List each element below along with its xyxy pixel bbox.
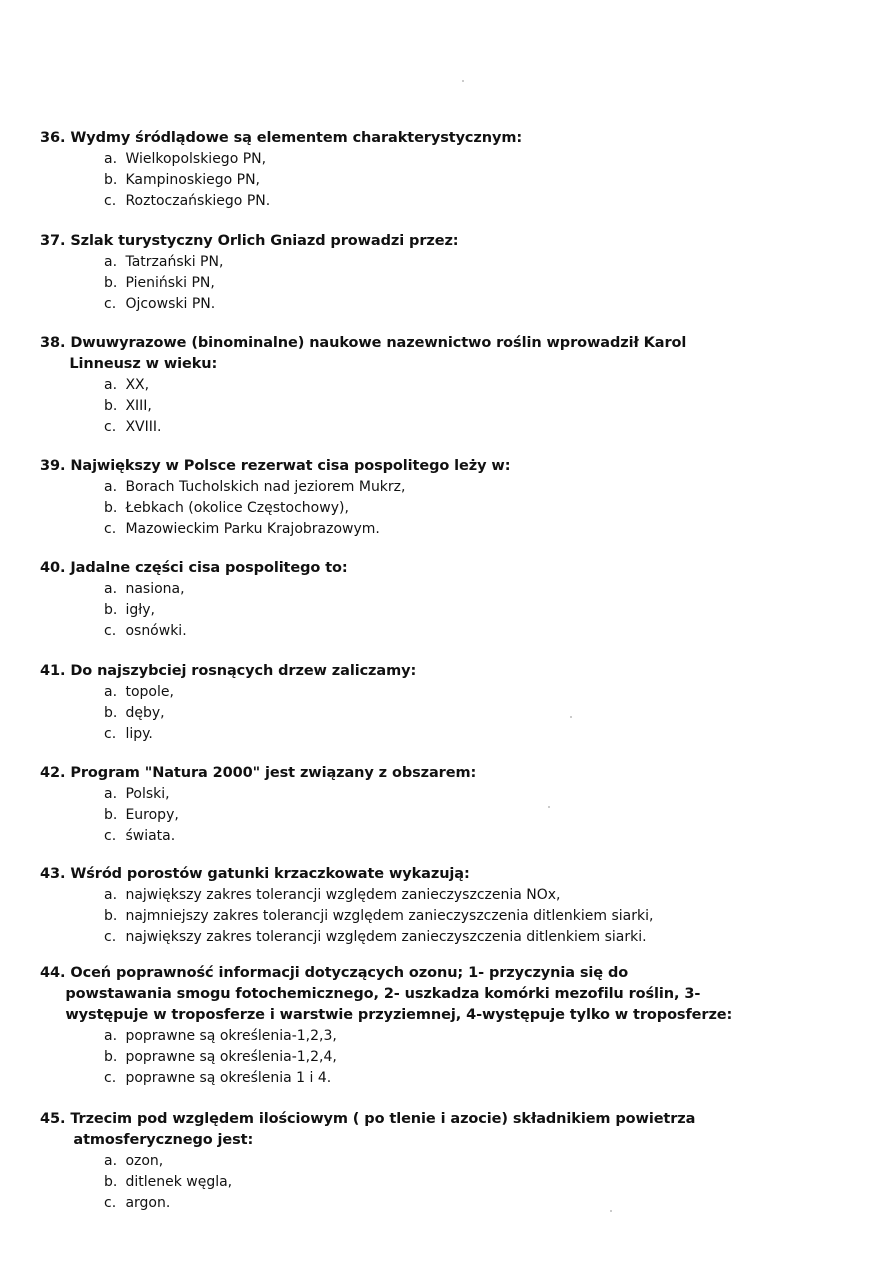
question-37 bbox=[40, 231, 860, 314]
answer-b bbox=[104, 170, 860, 191]
answer-c bbox=[104, 826, 860, 847]
answer-text: Europy, bbox=[125, 806, 179, 823]
answer-list bbox=[40, 1151, 860, 1213]
answer-a bbox=[104, 149, 860, 170]
answer-text: Mazowieckim Parku Krajobrazowym. bbox=[125, 520, 380, 537]
question-text: Jadalne części cisa pospolitego to: bbox=[70, 560, 348, 576]
answer-letter: c. bbox=[104, 1069, 117, 1086]
answer-text: Borach Tucholskich nad jeziorem Mukrz, bbox=[125, 479, 406, 495]
question-36 bbox=[40, 128, 860, 211]
question-header bbox=[40, 1109, 860, 1151]
question-text: Największy w Polsce rezerwat cisa pospolitego leży w: bbox=[70, 458, 511, 474]
answer-c bbox=[104, 1193, 860, 1214]
scan-speck bbox=[610, 1210, 612, 1212]
answer-letter: b. bbox=[104, 704, 118, 721]
answer-letter: a. bbox=[104, 479, 118, 495]
answer-letter: c. bbox=[104, 520, 117, 537]
scan-speck bbox=[570, 716, 572, 718]
answer-a bbox=[104, 375, 860, 396]
answer-c bbox=[104, 724, 860, 745]
question-text-line-1: Trzecim pod względem ilościowym ( po tlenie i azocie) składnikiem powietrza bbox=[70, 1111, 696, 1127]
answer-letter: a. bbox=[104, 1028, 118, 1044]
answer-list bbox=[40, 1026, 860, 1088]
answer-text: Łebkach (okolice Częstochowy), bbox=[125, 499, 349, 516]
answer-text: XIII, bbox=[125, 397, 152, 414]
answer-c bbox=[104, 191, 860, 212]
answer-list bbox=[40, 682, 860, 744]
answer-letter: c. bbox=[104, 295, 117, 312]
answer-letter: b. bbox=[104, 907, 118, 924]
question-40 bbox=[40, 558, 860, 641]
answer-a bbox=[104, 682, 860, 703]
question-number: 36. bbox=[40, 130, 66, 146]
answer-text: Roztoczańskiego PN. bbox=[125, 192, 271, 209]
answer-letter: b. bbox=[104, 1173, 118, 1190]
answer-a bbox=[104, 1026, 860, 1047]
answer-text: Tatrzański PN, bbox=[125, 254, 224, 270]
question-text-line-1: Oceń poprawność informacji dotyczących ozonu; 1- przyczynia się do bbox=[70, 965, 629, 981]
question-text-line-2: powstawania smogu fotochemicznego, 2- uszkadza komórki mezofilu roślin, 3- bbox=[65, 986, 701, 1002]
answer-list bbox=[40, 784, 860, 846]
answer-a bbox=[104, 579, 860, 600]
question-header bbox=[40, 333, 860, 375]
answer-c bbox=[104, 294, 860, 315]
answer-letter: b. bbox=[104, 806, 118, 823]
answer-list bbox=[40, 252, 860, 314]
question-header bbox=[40, 456, 860, 477]
answer-text: topole, bbox=[125, 684, 174, 700]
question-number: 45. bbox=[40, 1111, 66, 1127]
scan-speck bbox=[548, 806, 550, 808]
answer-text: Ojcowski PN. bbox=[125, 295, 216, 312]
answer-letter: c. bbox=[104, 928, 117, 945]
question-39 bbox=[40, 456, 860, 539]
question-text: Do najszybciej rosnących drzew zaliczamy: bbox=[70, 663, 417, 679]
answer-b bbox=[104, 703, 860, 724]
question-header bbox=[40, 128, 860, 149]
question-header bbox=[40, 661, 860, 682]
answer-list bbox=[40, 579, 860, 641]
answer-letter: a. bbox=[104, 151, 118, 167]
answer-text: lipy. bbox=[125, 725, 153, 742]
answer-text: Polski, bbox=[125, 786, 170, 802]
answer-letter: a. bbox=[104, 786, 118, 802]
answer-b bbox=[104, 600, 860, 621]
answer-letter: a. bbox=[104, 377, 118, 393]
answer-letter: b. bbox=[104, 274, 118, 291]
question-text: Wśród porostów gatunki krzaczkowate wykazują: bbox=[70, 866, 470, 882]
answer-text: XVIII. bbox=[125, 418, 162, 435]
answer-text: najmniejszy zakres tolerancji względem zanieczyszczenia ditlenkiem siarki, bbox=[125, 907, 654, 924]
question-header bbox=[40, 963, 860, 1026]
answer-text: poprawne są określenia 1 i 4. bbox=[125, 1069, 332, 1086]
answer-a bbox=[104, 885, 860, 906]
answer-a bbox=[104, 477, 860, 498]
answer-a bbox=[104, 252, 860, 273]
answer-text: igły, bbox=[125, 601, 155, 618]
answer-text: ozon, bbox=[125, 1153, 164, 1169]
question-header bbox=[40, 763, 860, 784]
question-number: 41. bbox=[40, 663, 66, 679]
answer-letter: a. bbox=[104, 1153, 118, 1169]
question-header bbox=[40, 558, 860, 579]
answer-letter: b. bbox=[104, 171, 118, 188]
answer-b bbox=[104, 396, 860, 417]
answer-text: ditlenek węgla, bbox=[125, 1173, 233, 1190]
answer-letter: c. bbox=[104, 725, 117, 742]
answer-text: poprawne są określenia-1,2,3, bbox=[125, 1028, 337, 1044]
answer-b bbox=[104, 498, 860, 519]
question-text-line-2: atmosferycznego jest: bbox=[73, 1132, 254, 1148]
answer-list bbox=[40, 375, 860, 437]
answer-b bbox=[104, 1047, 860, 1068]
question-text-line-2: Linneusz w wieku: bbox=[69, 356, 218, 372]
question-text: Szlak turystyczny Orlich Gniazd prowadzi przez: bbox=[70, 233, 459, 249]
answer-c bbox=[104, 1068, 860, 1089]
answer-c bbox=[104, 621, 860, 642]
question-text-line-3: występuje w troposferze i warstwie przyziemnej, 4-występuje tylko w troposferze: bbox=[65, 1007, 733, 1023]
answer-letter: a. bbox=[104, 684, 118, 700]
answer-letter: b. bbox=[104, 499, 118, 516]
answer-text: osnówki. bbox=[125, 622, 187, 639]
question-number: 39. bbox=[40, 458, 66, 474]
question-number: 44. bbox=[40, 965, 66, 981]
answer-c bbox=[104, 519, 860, 540]
answer-letter: c. bbox=[104, 192, 117, 209]
answer-list bbox=[40, 477, 860, 539]
answer-list bbox=[40, 149, 860, 211]
answer-letter: c. bbox=[104, 1194, 117, 1211]
question-header bbox=[40, 864, 860, 885]
answer-c bbox=[104, 927, 860, 948]
answer-letter: b. bbox=[104, 1048, 118, 1065]
question-38 bbox=[40, 333, 860, 437]
answer-letter: a. bbox=[104, 887, 118, 903]
answer-text: największy zakres tolerancji względem zanieczyszczenia ditlenkiem siarki. bbox=[125, 928, 647, 945]
answer-text: największy zakres tolerancji względem zanieczyszczenia NOx, bbox=[125, 887, 561, 903]
question-number: 38. bbox=[40, 335, 66, 351]
answer-b bbox=[104, 1172, 860, 1193]
answer-text: Wielkopolskiego PN, bbox=[125, 151, 267, 167]
answer-list bbox=[40, 885, 860, 947]
answer-b bbox=[104, 805, 860, 826]
question-41 bbox=[40, 661, 860, 744]
question-number: 40. bbox=[40, 560, 66, 576]
question-text: Wydmy śródlądowe są elementem charakterystycznym: bbox=[70, 130, 523, 146]
answer-text: Pieniński PN, bbox=[125, 274, 215, 291]
answer-b bbox=[104, 906, 860, 927]
question-42 bbox=[40, 763, 860, 846]
answer-text: świata. bbox=[125, 827, 176, 844]
question-text: Program "Natura 2000" jest związany z obszarem: bbox=[70, 765, 477, 781]
question-number: 43. bbox=[40, 866, 66, 882]
answer-text: dęby, bbox=[125, 704, 165, 721]
answer-text: nasiona, bbox=[125, 581, 185, 597]
answer-letter: b. bbox=[104, 397, 118, 414]
answer-c bbox=[104, 417, 860, 438]
answer-a bbox=[104, 784, 860, 805]
question-44 bbox=[40, 963, 860, 1088]
answer-letter: a. bbox=[104, 254, 118, 270]
question-header bbox=[40, 231, 860, 252]
answer-b bbox=[104, 273, 860, 294]
question-number: 42. bbox=[40, 765, 66, 781]
question-43 bbox=[40, 864, 860, 947]
answer-a bbox=[104, 1151, 860, 1172]
answer-text: poprawne są określenia-1,2,4, bbox=[125, 1048, 337, 1065]
answer-letter: c. bbox=[104, 622, 117, 639]
answer-letter: b. bbox=[104, 601, 118, 618]
answer-letter: c. bbox=[104, 418, 117, 435]
question-45 bbox=[40, 1109, 860, 1213]
answer-letter: a. bbox=[104, 581, 118, 597]
answer-text: XX, bbox=[125, 377, 150, 393]
answer-letter: c. bbox=[104, 827, 117, 844]
answer-text: argon. bbox=[125, 1194, 171, 1211]
scan-speck bbox=[462, 80, 464, 82]
question-number: 37. bbox=[40, 233, 66, 249]
answer-text: Kampinoskiego PN, bbox=[125, 171, 260, 188]
question-text-line-1: Dwuwyrazowe (binominalne) naukowe nazewnictwo roślin wprowadził Karol bbox=[70, 335, 687, 351]
